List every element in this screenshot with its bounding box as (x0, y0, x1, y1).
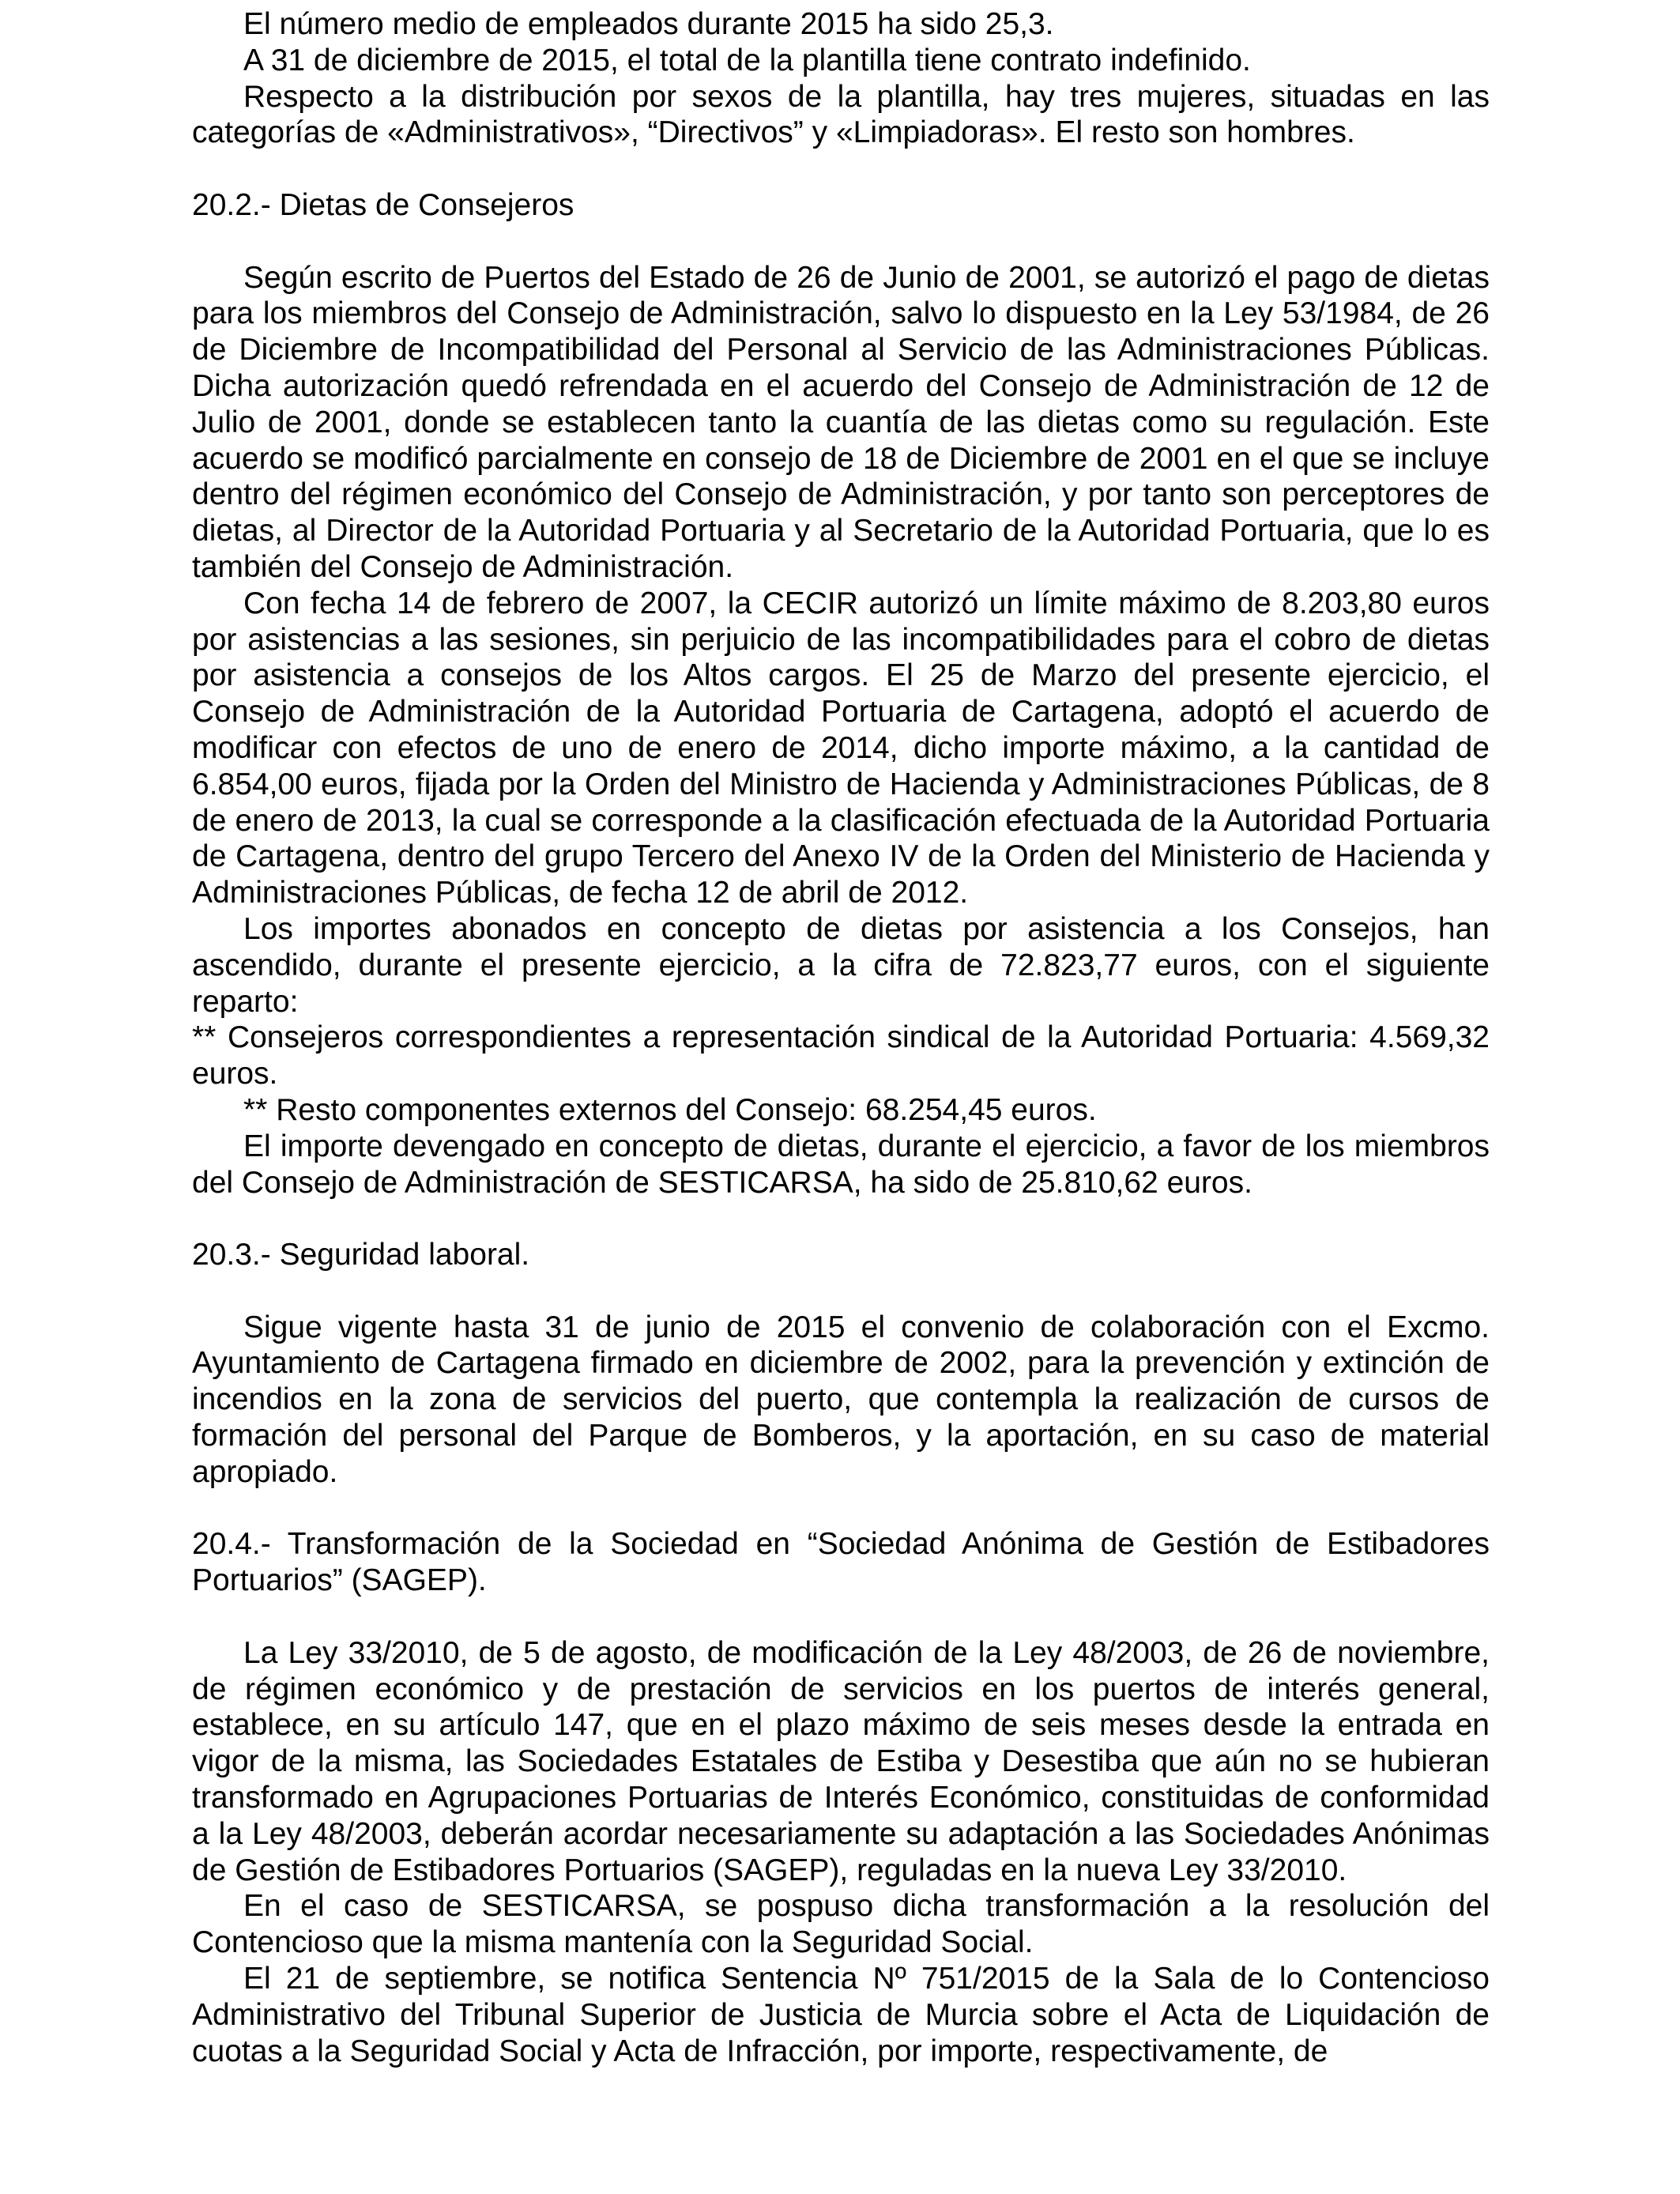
section-heading-20-2: 20.2.- Dietas de Consejeros (192, 187, 574, 222)
section-heading-20-4: 20.4.- Transformación de la Sociedad en “Sociedad Anónima de Gestión de Estibadores Portuarios” (SAGEP). (192, 1527, 1490, 1598)
paragraph-union-representatives-amount: ** Consejeros correspondientes a representación sindical de la Autoridad Portuaria: 4.569,32 euros. (192, 1020, 1490, 1091)
paragraph-cecir-limit: Con fecha 14 de febrero de 2007, la CECIR autorizó un límite máximo de 8.203,80 euros por asistencias a las sesiones, sin perjuicio de las incompatibilidades para el cobro de dietas por asistencia a consejos de los Altos cargos. El 25 de Marzo del presente ejercicio, el Consejo de Administración de la Autoridad Portuaria de Cartagena, adoptó el acuerdo de modificar con efectos de uno de enero de 2014, dicho importe máximo, a la cantidad de 6.854,00 euros, fijada por la Orden del Ministro de Hacienda y Administraciones Públicas, de 8 de enero de 2013, la cual se corresponde a la clasificación efectuada de la Autoridad Portuaria de Cartagena, dentro del grupo Tercero del Anexo IV de la Orden del Ministerio de Hacienda y Administraciones Públicas, de fecha 12 de abril de 2012. (192, 586, 1490, 910)
section-heading-20-3: 20.3.- Seguridad laboral. (192, 1238, 530, 1272)
paragraph-spacer (192, 151, 1490, 187)
paragraph-sesticarsa-transformation: En el caso de SESTICARSA, se pospuso dicha transformación a la resolución del Contencioso que la misma mantenía con la Seguridad Social. (192, 1889, 1490, 1960)
paragraph-gender-distribution: Respecto a la distribución por sexos de la plantilla, hay tres mujeres, situadas en las categorías de «Administrativos», “Directivos” y «Limpiadoras». El resto son hombres. (192, 79, 1490, 150)
paragraph-amounts-paid: Los importes abonados en concepto de dietas por asistencia a los Consejos, han ascendido, durante el presente ejercicio, a la cifra de 72.823,77 euros, con el siguiente reparto: (192, 911, 1490, 1019)
paragraph-spacer (192, 1201, 1490, 1237)
paragraph-external-members-amount: ** Resto componentes externos del Consejo: 68.254,45 euros. (243, 1092, 1097, 1127)
paragraph-spacer (192, 1491, 1490, 1527)
paragraph-spacer (192, 1273, 1490, 1310)
paragraph-indefinite-contracts: A 31 de diciembre de 2015, el total de la plantilla tiene contrato indefinido. (243, 43, 1251, 77)
paragraph-board-allowances-authorization: Según escrito de Puertos del Estado de 26 de Junio de 2001, se autorizó el pago de dietas para los miembros del Consejo de Administración, salvo lo dispuesto en la Ley 53/1984, de 26 de Diciembre de Incompatibilidad del Personal al Servicio de las Administraciones Públicas. Dicha autorización quedó refrendada en el acuerdo del Consejo de Administración de 12 de Julio de 2001, donde se establecen tanto la cuantía de las dietas como su regulación. Este acuerdo se modificó parcialmente en consejo de 18 de Diciembre de 2001 en el que se incluye dentro del régimen económico del Consejo de Administración, y por tanto son perceptores de dietas, al Director de la Autoridad Portuaria y al Secretario de la Autoridad Portuaria, que lo es también del Consejo de Administración. (192, 260, 1490, 584)
paragraph-court-ruling: El 21 de septiembre, se notifica Sentencia Nº 751/2015 de la Sala de lo Contencioso Administrativo del Tribunal Superior de Justicia de Murcia sobre el Acta de Liquidación de cuotas a la Seguridad Social y Acta de Infracción, por importe, respectivamente, de (192, 1962, 1490, 2068)
paragraph-fire-prevention-agreement: Sigue vigente hasta 31 de junio de 2015 el convenio de colaboración con el Excmo. Ayuntamiento de Cartagena firmado en diciembre de 2002, para la prevención y extinción de incendios en la zona de servicios del puerto, que contempla la realización de cursos de formación del personal del Parque de Bomberos, y la aportación, en su caso de material apropiado. (192, 1310, 1490, 1489)
paragraph-spacer (192, 1599, 1490, 1635)
paragraph-average-employees: El número medio de empleados durante 2015 ha sido 25,3. (243, 7, 1054, 41)
paragraph-law-33-2010: La Ley 33/2010, de 5 de agosto, de modificación de la Ley 48/2003, de 26 de noviembre, de régimen económico y de prestación de servicios en los puertos de interés general, establece, en su artículo 147, que en el plazo máximo de seis meses desde la entrada en vigor de la misma, las Sociedades Estatales de Estiba y Desestiba que aún no se hubieran transformado en Agrupaciones Portuarias de Interés Económico, constituidas de conformidad a la Ley 48/2003, deberán acordar necesariamente su adaptación a las Sociedades Anónimas de Gestión de Estibadores Portuarios (SAGEP), reguladas en la nueva Ley 33/2010. (192, 1635, 1490, 1887)
document-page (192, 6, 1490, 2069)
paragraph-spacer (192, 224, 1490, 260)
paragraph-sesticarsa-allowances: El importe devengado en concepto de dietas, durante el ejercicio, a favor de los miembros del Consejo de Administración de SESTICARSA, ha sido de 25.810,62 euros. (192, 1129, 1490, 1200)
